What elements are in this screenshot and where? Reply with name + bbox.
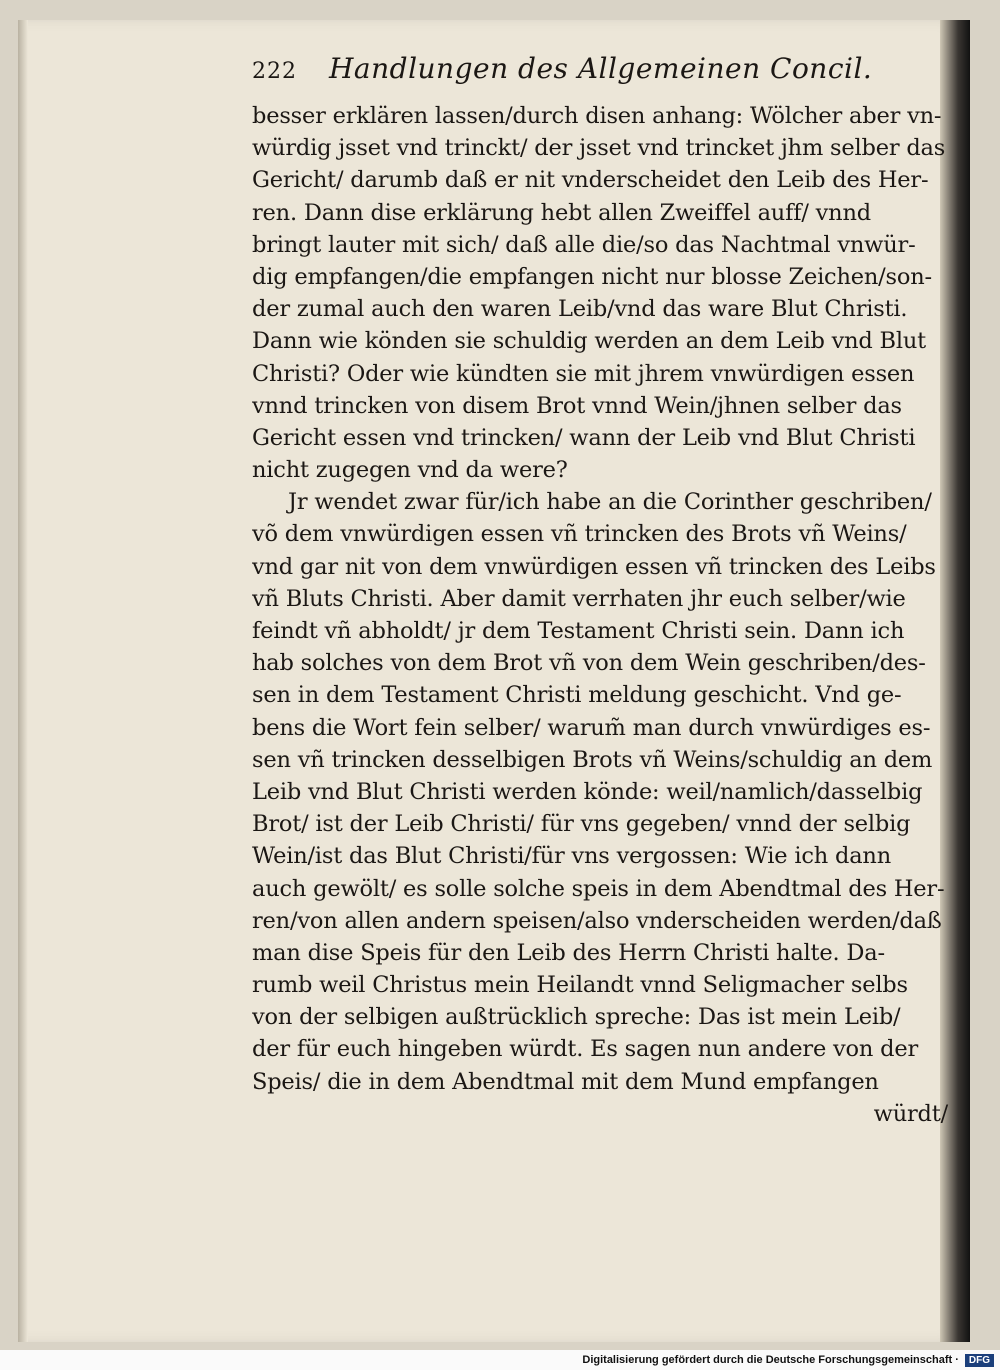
page-edge [18,20,28,1342]
text-line: dig empfangen/die empfangen nicht nur blosse Zeichen/son- [252,263,932,290]
text-line: feindt vñ abholdt/ jr dem Testament Christi sein. Dann ich [252,618,905,644]
text-line: der für euch hingeben würdt. Es sagen nun andere von der [252,1036,919,1063]
text-line: vñ Bluts Christi. Aber damit verrhaten jhr euch selber/wie [252,585,906,612]
running-head: Handlungen des Allgemeinen Concil. [329,52,873,85]
text-line: Jr wendet zwar für/ich habe an die Corinther geschriben/ [288,489,932,516]
text-line: Gericht essen vnd trincken/ wann der Leib vnd Blut Christi [252,424,916,451]
page-text [252,52,952,1130]
dfg-logo: DFG [965,1354,994,1367]
text-line: Leib vnd Blut Christi werden könde: weil/namlich/dasselbig [252,778,923,805]
page-header [252,52,952,96]
footer-bar [0,1350,1000,1370]
text-line: Brot/ ist der Leib Christi/ für vns gegeben/ vnnd der selbig [252,811,911,838]
text-line: Christi? Oder wie kündten sie mit jhrem vnwürdigen essen [252,360,915,387]
catchword: würdt/ [873,1100,948,1127]
text-lines [252,100,952,1098]
text-line: Gericht/ darumb daß er nit vnderscheidet den Leib des Her- [252,167,929,194]
text-line: nicht zugegen vnd da were? [252,457,568,484]
text-line: Speis/ die in dem Abendtmal mit dem Mund empfangen [252,1068,879,1095]
text-line: vnnd trincken von disem Brot vnnd Wein/jhnen selber das [252,392,902,419]
text-line: von der selbigen außtrücklich spreche: Das ist mein Leib/ [252,1004,901,1031]
text-line: sen in dem Testament Christi meldung geschicht. Vnd ge- [252,682,902,709]
text-line: würdig jsset vnd trinckt/ der jsset vnd trincket jhm selber das [252,135,946,162]
text-line: võ dem vnwürdigen essen vñ trincken des Brots vñ Weins/ [252,521,907,548]
text-line: sen vñ trincken desselbigen Brots vñ Weins/schuldig an dem [252,746,933,773]
text-line: rumb weil Christus mein Heilandt vnnd Seligmacher selbs [252,972,908,999]
text-line: ren. Dann dise erklärung hebt allen Zweiffel auff/ vnnd [252,199,871,226]
text-line: hab solches von dem Brot vñ von dem Wein geschriben/des- [252,650,926,677]
funding-credit: Digitalisierung gefördert durch die Deutsche Forschungsgemeinschaft · [582,1354,959,1366]
text-line: bens die Wort fein selber/ warum̃ man durch vnwürdiges es- [252,714,931,741]
text-line: auch gewölt/ es solle solche speis in dem Abendtmal des Her- [252,875,945,902]
text-line: man dise Speis für den Leib des Herrn Christi halte. Da- [252,939,885,966]
text-line: ren/von allen andern speisen/also vnderscheiden werden/daß [252,907,942,934]
text-line: vnd gar nit von dem vnwürdigen essen vñ trincken des Leibs [252,553,936,580]
text-line: Wein/ist das Blut Christi/für vns vergossen: Wie ich dann [252,843,891,870]
page-number: 222 [252,59,297,84]
text-line: der zumal auch den waren Leib/vnd das ware Blut Christi. [252,296,908,323]
text-line: besser erklären lassen/durch disen anhang: Wölcher aber vn- [252,103,942,129]
text-line: bringt lauter mit sich/ daß alle die/so das Nachtmal vnwür- [252,231,916,258]
text-line: Dann wie könden sie schuldig werden an dem Leib vnd Blut [252,328,927,355]
